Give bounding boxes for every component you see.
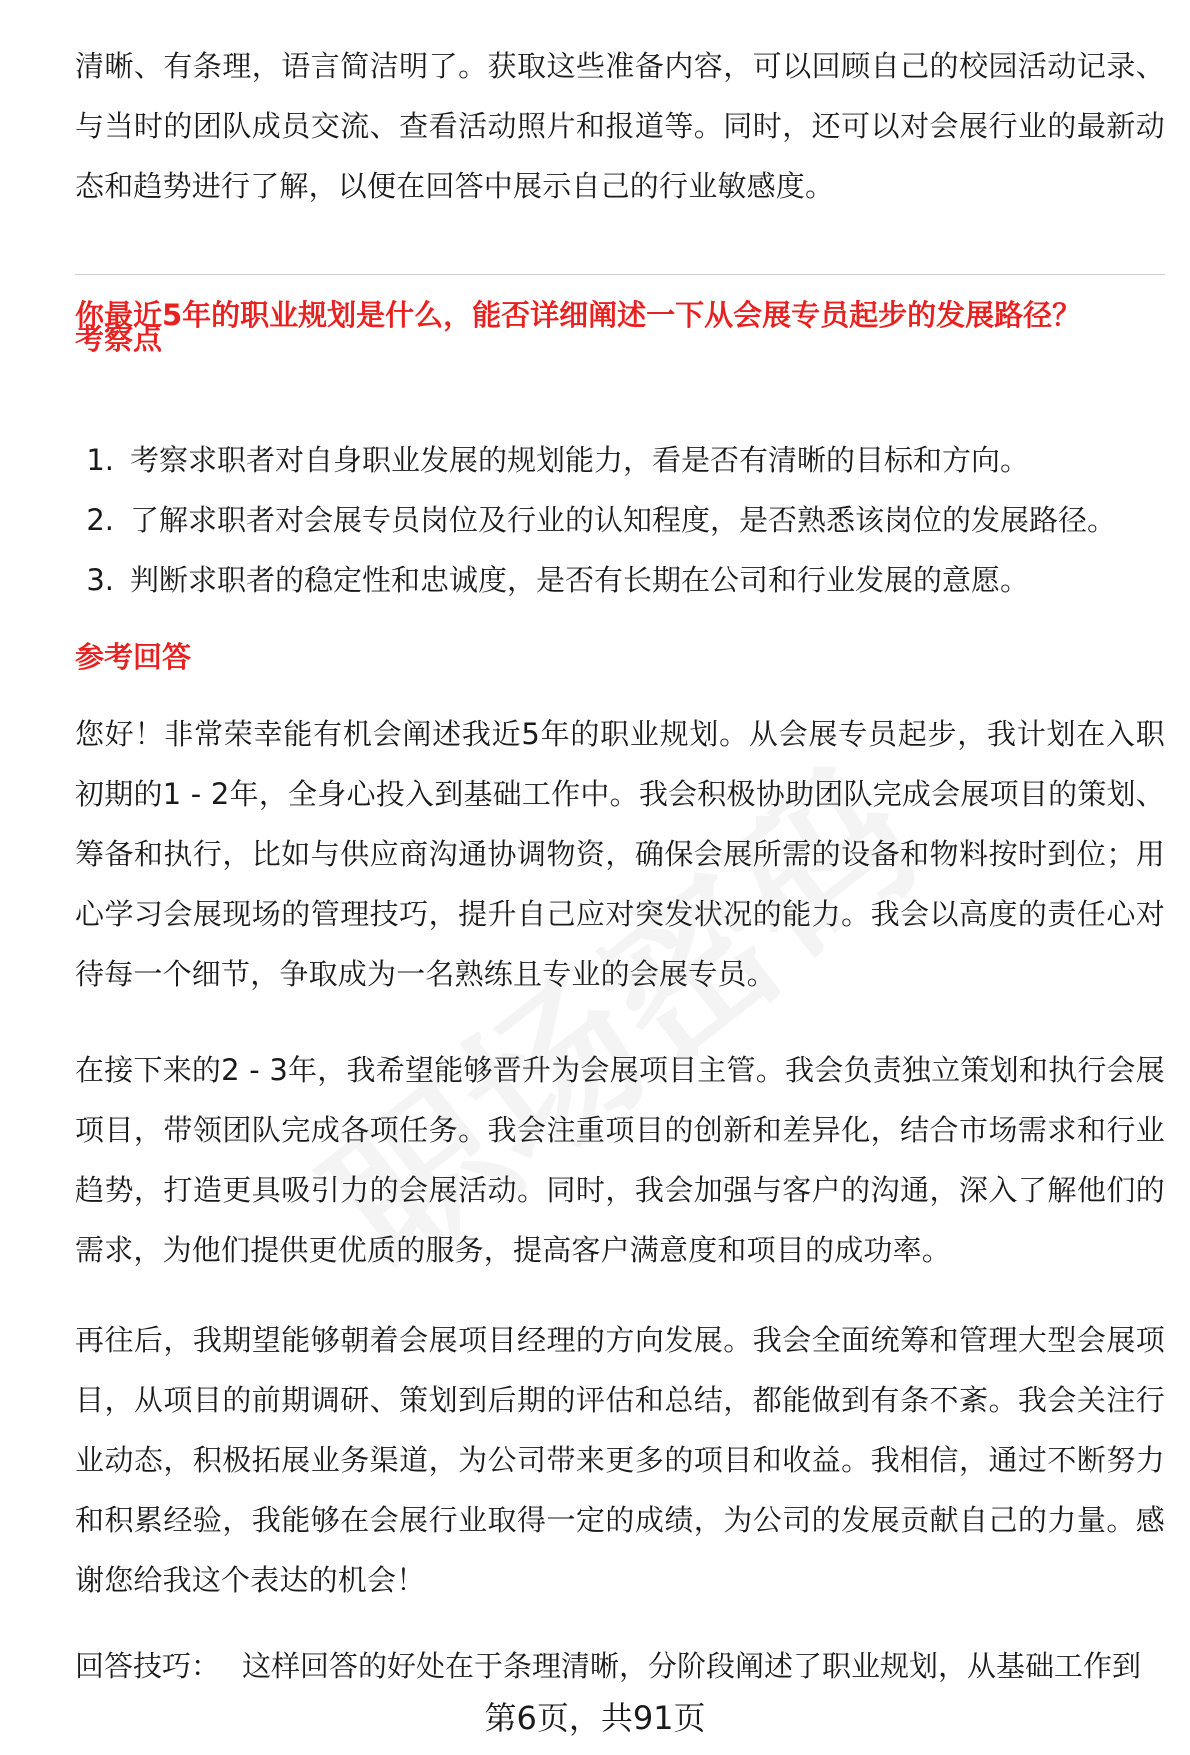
tip-label: 回答技巧： bbox=[75, 1649, 221, 1683]
answer-paragraph: 再往后，我期望能够朝着会展项目经理的方向发展。我会全面统筹和管理大型会展项目，从项目的前期调研、策划到后期的评估和总结，都能做到有条不紊。我会关注行业动态，积极拓展业务渠道，为公司带来更多的项目和收益。我相信，通过不断努力和积累经验，我能够在会展行业取得一定的成绩，为公司的发展贡献自己的力量。感谢您给我这个表达的机会！ bbox=[75, 1323, 1165, 1597]
answer-paragraph: 您好！非常荣幸能有机会阐述我近5年的职业规划。从会展专员起步，我计划在入职初期的1 - 2年，全身心投入到基础工作中。我会积极协助团队完成会展项目的策划、筹备和执行，比如与供应商沟通协调物资，确保会展所需的设备和物料按时到位；用心学习会展现场的管理技巧，提升自己应对突发状况的能力。我会以高度的责任心对待每一个细节，争取成为一名熟练且专业的会展专员。 bbox=[75, 717, 1165, 991]
page-number: 第6页，共91页 bbox=[0, 1688, 1190, 1748]
question-title: 你最近5年的职业规划是什么，能否详细阐述一下从会展专员起步的发展路径？ bbox=[75, 298, 1082, 332]
section-divider bbox=[75, 274, 1165, 275]
list-item bbox=[75, 430, 1165, 490]
tip-text: 这样回答的好处在于条理清晰，分阶段阐述了职业规划，从基础工作到 bbox=[242, 1649, 1142, 1683]
list-item-text: 了解求职者对会展专员岗位及行业的认知程度，是否熟悉该岗位的发展路径。 bbox=[130, 503, 1117, 537]
answer-tip bbox=[75, 1636, 1165, 1696]
focus-list bbox=[75, 430, 1165, 610]
answer-heading: 参考回答 bbox=[75, 640, 192, 674]
list-item-number: 3. bbox=[86, 563, 114, 597]
answer-paragraph: 在接下来的2 - 3年，我希望能够晋升为会展项目主管。我会负责独立策划和执行会展项目，带领团队完成各项任务。我会注重项目的创新和差异化，结合市场需求和行业趋势，打造更具吸引力的会展活动。同时，我会加强与客户的沟通，深入了解他们的需求，为他们提供更优质的服务，提高客户满意度和项目的成功率。 bbox=[75, 1053, 1165, 1267]
list-item bbox=[75, 550, 1165, 610]
list-item-text: 判断求职者的稳定性和忠诚度，是否有长期在公司和行业发展的意愿。 bbox=[130, 563, 1030, 597]
intro-paragraph: 清晰、有条理，语言简洁明了。获取这些准备内容，可以回顾自己的校园活动记录、与当时的团队成员交流、查看活动照片和报道等。同时，还可以对会展行业的最新动态和趋势进行了解，以便在回答中展示自己的行业敏感度。 bbox=[75, 49, 1165, 203]
list-item-number: 2. bbox=[86, 503, 114, 537]
list-item bbox=[75, 490, 1165, 550]
focus-heading: 考察点 bbox=[75, 322, 163, 356]
list-item-text: 考察求职者对自身职业发展的规划能力，看是否有清晰的目标和方向。 bbox=[130, 443, 1030, 477]
list-item-number: 1. bbox=[86, 443, 114, 477]
